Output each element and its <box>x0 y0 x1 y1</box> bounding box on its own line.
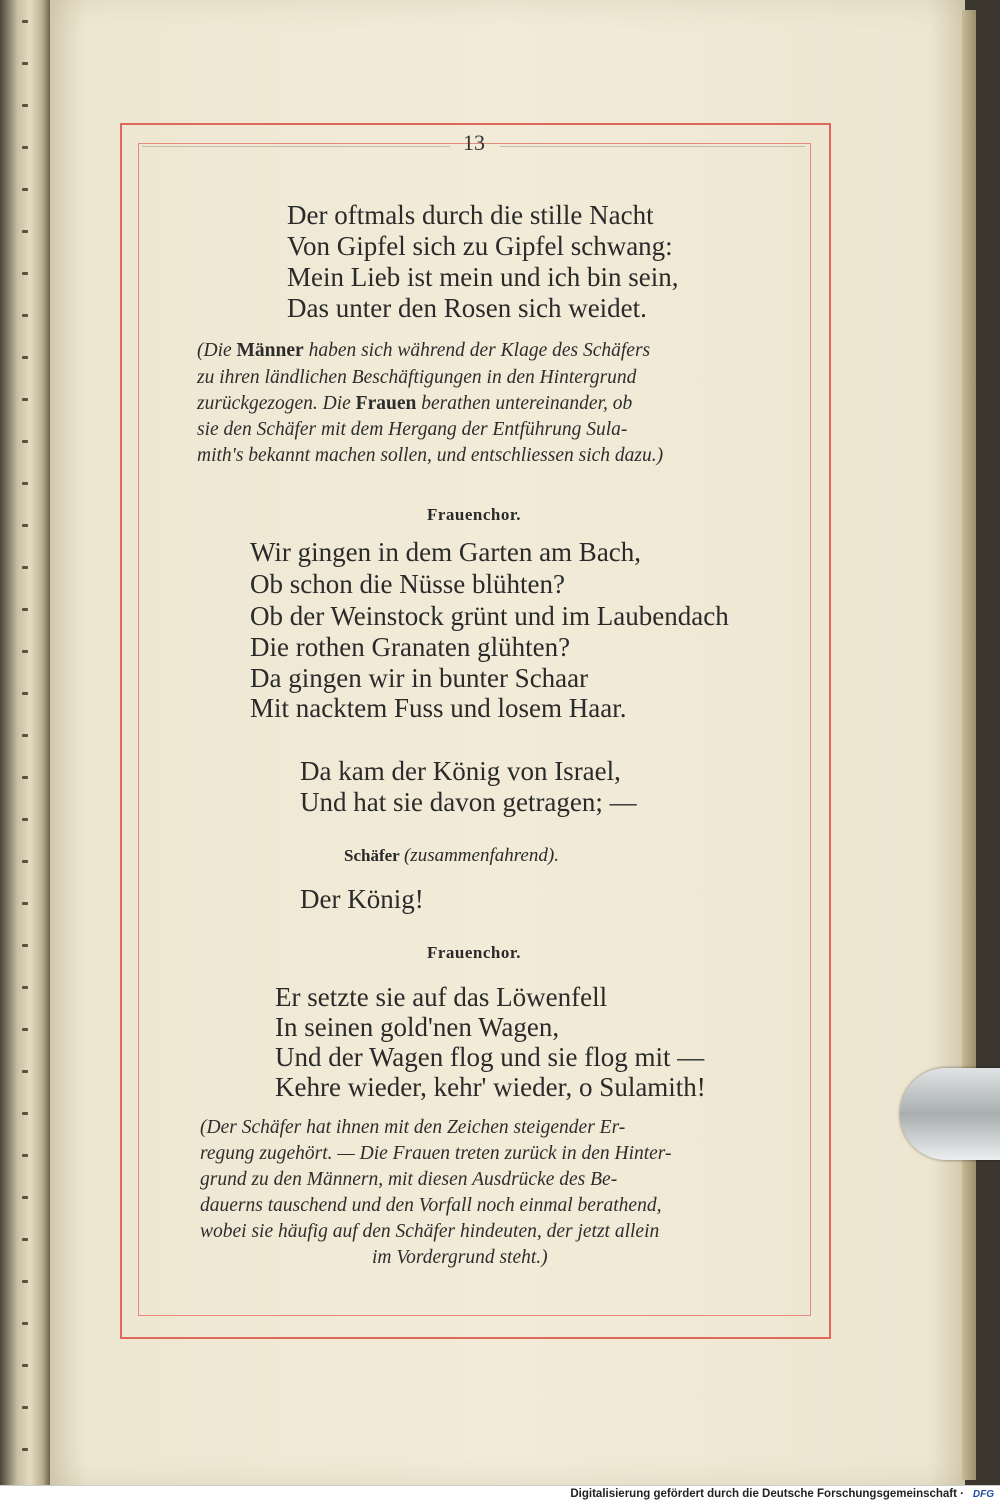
binding-stitch <box>22 608 28 611</box>
binding-stitch <box>22 1322 28 1325</box>
binding-stitch <box>22 1070 28 1073</box>
verse-line: Das unter den Rosen sich weidet. <box>287 293 647 323</box>
binding-stitch <box>22 272 28 275</box>
binding-stitch <box>22 1406 28 1409</box>
verse-line: Kehre wieder, kehr' wieder, o Sulamith! <box>275 1072 706 1102</box>
digitization-footer <box>0 1485 1000 1504</box>
binding-stitch <box>22 1154 28 1157</box>
stage-direction-line: zurückgezogen. Die Frauen berathen untereinander, ob <box>197 393 633 414</box>
verse-line: Da gingen wir in bunter Schaar <box>250 663 589 693</box>
binding-stitch <box>22 20 28 23</box>
book-binding <box>0 0 50 1485</box>
binding-stitch <box>22 650 28 653</box>
stage-direction-line: grund zu den Männern, mit diesen Ausdrücke des Be- <box>200 1169 618 1190</box>
speaker-name: Schäfer <box>344 846 400 865</box>
stage-direction-line: wobei sie häufig auf den Schäfer hindeuten, der jetzt allein <box>200 1221 660 1242</box>
verse-line: Die rothen Granaten glühten? <box>250 632 571 662</box>
binding-stitch <box>22 692 28 695</box>
footer-text: Digitalisierung gefördert durch die Deutsche Forschungsgemeinschaft · <box>570 1488 964 1500</box>
binding-stitch <box>22 1028 28 1031</box>
stage-direction-line: regung zugehört. — Die Frauen treten zurück in den Hinter- <box>200 1143 672 1164</box>
stage-direction-line: (Der Schäfer hat ihnen mit den Zeichen steigender Er- <box>200 1117 626 1138</box>
binding-stitch <box>22 860 28 863</box>
verse-line: Ob schon die Nüsse blühten? <box>250 569 565 599</box>
page-number: 13 <box>463 130 485 155</box>
binding-stitch <box>22 62 28 65</box>
binding-stitch <box>22 1448 28 1451</box>
binding-stitch <box>22 314 28 317</box>
speaker-line <box>344 845 559 867</box>
dfg-logo: DFG <box>972 1489 994 1500</box>
binding-stitch <box>22 566 28 569</box>
verse-line: Und der Wagen flog und sie flog mit — <box>275 1042 705 1072</box>
binding-stitch <box>22 230 28 233</box>
verse-line: Ob der Weinstock grünt und im Laubendach <box>250 601 729 631</box>
binding-stitch <box>22 1238 28 1241</box>
verse-line: Der oftmals durch die stille Nacht <box>287 200 654 230</box>
binding-stitch <box>22 1364 28 1367</box>
exclamation-line: Der König! <box>300 884 424 914</box>
verse-line: Und hat sie davon getragen; — <box>300 787 637 817</box>
binding-stitch <box>22 986 28 989</box>
page-clip <box>900 1068 1000 1160</box>
binding-stitch <box>22 104 28 107</box>
speaker-direction: (zusammenfahrend). <box>403 845 559 866</box>
page-edges <box>962 10 976 1480</box>
verse-line: Mein Lieb ist mein und ich bin sein, <box>287 262 679 292</box>
verse-line: Da kam der König von Israel, <box>300 756 621 786</box>
stage-direction-line: (Die Männer haben sich während der Klage des Schäfers <box>197 340 651 361</box>
verse-line: Wir gingen in dem Garten am Bach, <box>250 537 642 567</box>
section-heading: Frauenchor. <box>426 943 522 962</box>
binding-stitch <box>22 902 28 905</box>
binding-stitch <box>22 398 28 401</box>
verse-line: Mit nacktem Fuss und losem Haar. <box>250 693 627 723</box>
binding-stitch <box>22 1280 28 1283</box>
binding-stitch <box>22 1112 28 1115</box>
binding-stitch <box>22 776 28 779</box>
binding-stitch <box>22 188 28 191</box>
binding-stitch <box>22 356 28 359</box>
stage-direction-line: dauerns tauschend und den Vorfall noch einmal berathend, <box>200 1195 662 1216</box>
verse-line: Er setzte sie auf das Löwenfell <box>275 982 608 1012</box>
binding-stitch <box>22 440 28 443</box>
binding-stitch <box>22 818 28 821</box>
verse-line: Von Gipfel sich zu Gipfel schwang: <box>287 231 673 261</box>
binding-stitch <box>22 482 28 485</box>
stage-direction-line: im Vordergrund steht.) <box>372 1247 548 1268</box>
binding-stitch <box>22 1196 28 1199</box>
stage-direction-line: zu ihren ländlichen Beschäftigungen in den Hintergrund <box>197 367 637 388</box>
stage-direction-line: sie den Schäfer mit dem Hergang der Entführung Sula- <box>197 419 628 440</box>
section-heading: Frauenchor. <box>426 505 522 524</box>
verse-line: In seinen gold'nen Wagen, <box>275 1012 560 1042</box>
binding-stitch <box>22 734 28 737</box>
stage-direction-line: mith's bekannt machen sollen, und entschliessen sich dazu.) <box>197 445 664 466</box>
